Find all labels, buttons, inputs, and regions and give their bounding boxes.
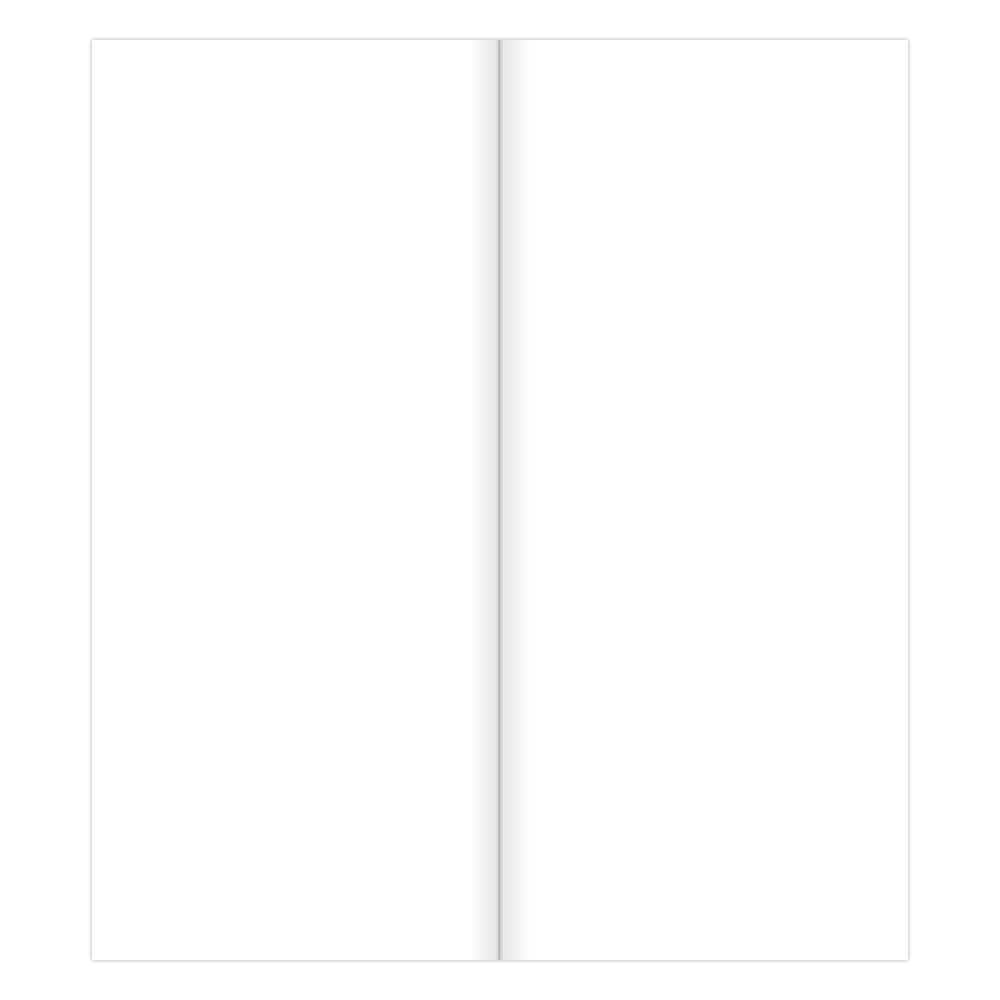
left-page [92,40,500,960]
right-page [500,40,908,960]
